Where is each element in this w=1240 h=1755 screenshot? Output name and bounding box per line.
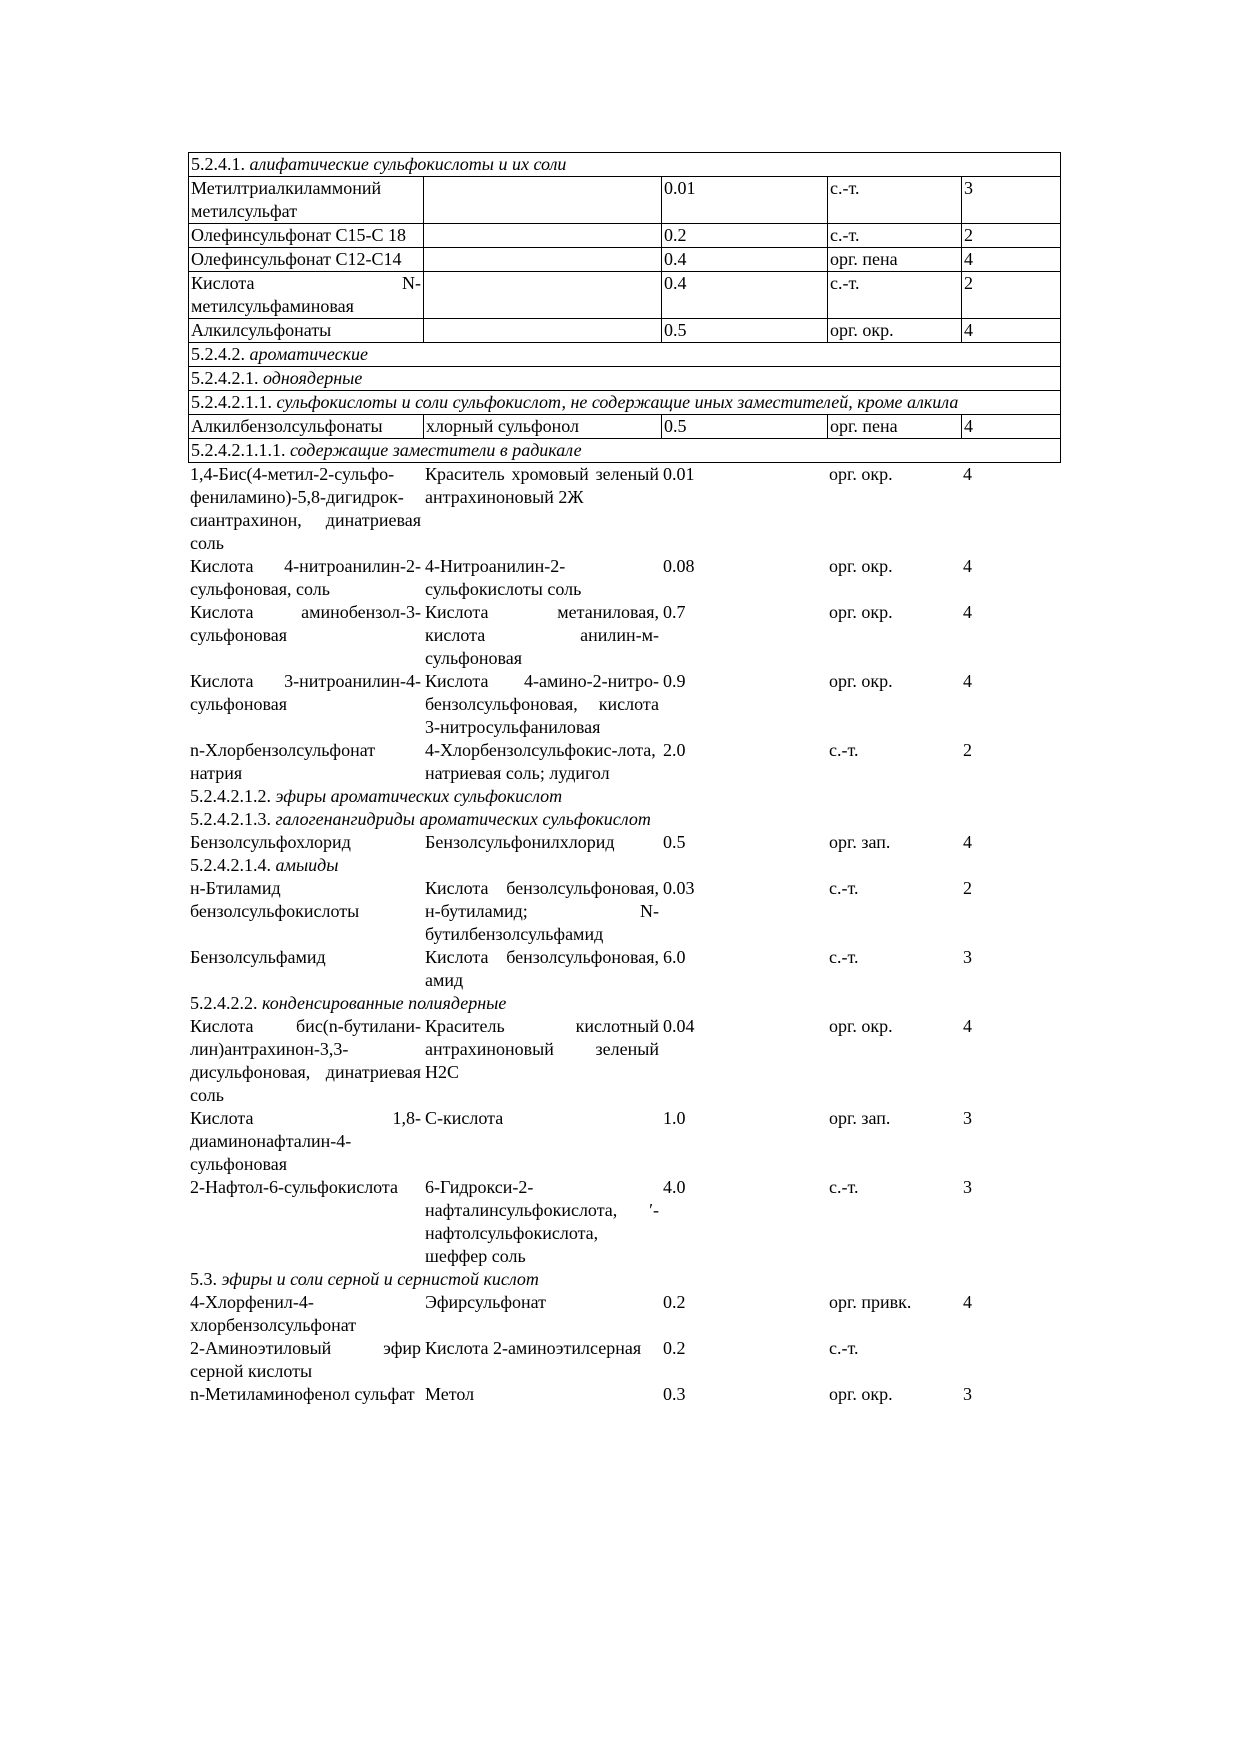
harm-indicator: с.-т. <box>829 878 859 898</box>
synonym: Эфирсульфонат <box>425 1292 547 1312</box>
table-row <box>188 1291 1060 1337</box>
substance-name: 2-Нафтол-6-сульфокислота <box>190 1177 399 1197</box>
harm-indicator: орг. окр. <box>829 464 893 484</box>
synonym: Кислота метаниловая, кислота анилин-м-сульфоновая <box>425 602 659 668</box>
substance-name: n-Метиламинофенол сульфат <box>190 1384 415 1404</box>
concentration: 0.04 <box>663 1016 695 1036</box>
harm-indicator: с.-т. <box>828 272 962 319</box>
section-number: 5.2.4.2.1.2. <box>190 786 271 806</box>
table-row <box>188 601 1060 670</box>
concentration: 2.0 <box>663 740 686 760</box>
synonym: Краситель хромовый зеленый антрахиноновый 2Ж <box>425 464 659 507</box>
section-number: 5.2.4.2.1.4. <box>190 855 271 875</box>
hazard-class: 3 <box>963 1384 972 1404</box>
hazard-class: 4 <box>962 415 1061 439</box>
table-row <box>189 272 1061 319</box>
substance-name: 2-Аминоэтиловый эфир серной кислоты <box>190 1338 421 1381</box>
table-row <box>188 1176 1060 1268</box>
hazard-class: 4 <box>963 832 972 852</box>
hazard-class: 4 <box>963 1292 972 1312</box>
concentration: 0.5 <box>662 415 828 439</box>
concentration: 0.2 <box>662 224 828 248</box>
concentration: 0.01 <box>663 464 695 484</box>
hazard-class: 4 <box>963 464 972 484</box>
substance-name: Метилтриалкиламмоний метилсульфат <box>189 177 424 224</box>
section-row <box>188 1268 1060 1291</box>
concentration: 0.01 <box>662 177 828 224</box>
table-row <box>188 1015 1060 1107</box>
hazard-class: 4 <box>963 602 972 622</box>
section-title: алифатические сульфокислоты и их соли <box>249 154 567 174</box>
substance-name: Алкилбензолсульфонаты <box>189 415 424 439</box>
hazard-class: 4 <box>963 671 972 691</box>
section-heading <box>188 785 1060 808</box>
section-number: 5.2.4.2.1.1. <box>191 392 272 412</box>
synonym <box>424 319 662 343</box>
concentration: 0.2 <box>663 1292 686 1312</box>
hazard-class: 4 <box>962 248 1061 272</box>
concentration: 0.4 <box>662 272 828 319</box>
concentration: 0.3 <box>663 1384 686 1404</box>
section-heading <box>189 367 1061 391</box>
substance-name: н-Бтиламид бензолсульфокислоты <box>190 878 360 921</box>
concentration: 0.7 <box>663 602 686 622</box>
substance-name: 4-Хлорфенил-4-хлорбензолсульфонат <box>190 1292 357 1335</box>
table-row <box>188 1107 1060 1176</box>
table-row <box>189 177 1061 224</box>
section-title: галогенангидриды ароматических сульфокислот <box>275 809 651 829</box>
section-title: эфиры и соли серной и сернистой кислот <box>221 1269 539 1289</box>
table-row <box>189 415 1061 439</box>
substance-name: 1,4-Бис(4-метил-2-сульфо-фениламино)-5,8-дигидрок-сиантрахинон, динатриевая соль <box>190 464 421 553</box>
bordered-table <box>188 152 1061 463</box>
table-row <box>188 946 1060 992</box>
table-row <box>188 877 1060 946</box>
section-heading <box>189 153 1061 177</box>
section-row <box>188 854 1060 877</box>
section-title: конденсированные полиядерные <box>262 993 507 1013</box>
section-number: 5.2.4.2.1.1.1. <box>191 440 286 460</box>
harm-indicator: с.-т. <box>829 740 859 760</box>
hazard-class: 4 <box>962 319 1061 343</box>
synonym <box>424 248 662 272</box>
synonym <box>424 224 662 248</box>
hazard-class: 4 <box>963 1016 972 1036</box>
section-row <box>189 367 1061 391</box>
section-row <box>189 391 1061 415</box>
section-heading <box>188 992 1060 1015</box>
harm-indicator: орг. окр. <box>829 671 893 691</box>
substance-name: Кислота 3-нитроанилин-4-сульфоновая <box>190 671 421 714</box>
section-row <box>189 343 1061 367</box>
hazard-class: 3 <box>963 1177 972 1197</box>
section-row <box>189 153 1061 177</box>
section-title: эфиры ароматических сульфокислот <box>275 786 563 806</box>
concentration: 6.0 <box>663 947 686 967</box>
table-row <box>188 555 1060 601</box>
hazard-class: 2 <box>963 878 972 898</box>
synonym <box>424 272 662 319</box>
harm-indicator: с.-т. <box>828 224 962 248</box>
substance-name: Кислота N-метилсульфаминовая <box>189 272 424 319</box>
table-row <box>189 248 1061 272</box>
section-number: 5.2.4.2.1. <box>191 368 259 388</box>
harm-indicator: орг. зап. <box>829 1108 891 1128</box>
synonym: Кислота бензолсульфоновая, амид <box>425 947 659 990</box>
concentration: 0.08 <box>663 556 695 576</box>
section-number: 5.2.4.2.1.3. <box>190 809 271 829</box>
section-number: 5.2.4.2. <box>191 344 245 364</box>
hazard-class: 4 <box>963 556 972 576</box>
substance-name: Олефинсульфонат C12-C14 <box>189 248 424 272</box>
section-heading <box>189 391 1061 415</box>
synonym: Кислота бензолсульфоновая, н-бутиламид; N-бутилбензолсульфамид <box>425 878 659 944</box>
synonym: Кислота 2-аминоэтилсерная <box>425 1338 642 1358</box>
section-row <box>188 785 1060 808</box>
section-row <box>189 439 1061 463</box>
hazard-class: 2 <box>962 224 1061 248</box>
section-heading <box>188 854 1060 877</box>
substance-name: Кислота бис(n-бутилани-лин)антрахинон-3,3-дисульфоновая, динатриевая соль <box>190 1016 421 1105</box>
section-heading <box>188 1268 1060 1291</box>
harm-indicator: орг. зап. <box>829 832 891 852</box>
plain-table <box>188 463 1060 1406</box>
substance-name: n-Хлорбензолсульфонат натрия <box>190 740 376 783</box>
section-heading <box>189 439 1061 463</box>
section-number: 5.2.4.1. <box>191 154 245 174</box>
hazard-class: 3 <box>963 947 972 967</box>
synonym: хлорный сульфонол <box>424 415 662 439</box>
hazard-class: 2 <box>963 740 972 760</box>
section-heading <box>189 343 1061 367</box>
hazard-class <box>961 1337 1060 1383</box>
section-number: 5.2.4.2.2. <box>190 993 258 1013</box>
section-number: 5.3. <box>190 1269 217 1289</box>
harm-indicator: орг. окр. <box>829 556 893 576</box>
harm-indicator: орг. окр. <box>829 1384 893 1404</box>
synonym: Краситель кислотный антрахиноновый зеленый Н2С <box>425 1016 659 1082</box>
concentration: 1.0 <box>663 1108 686 1128</box>
synonym: 4-Нитроанилин-2-сульфокислоты соль <box>425 556 582 599</box>
section-row <box>188 808 1060 831</box>
table-row <box>188 739 1060 785</box>
harm-indicator: с.-т. <box>829 1338 859 1358</box>
synonym: 4-Хлорбензолсульфокис-лота, натриевая соль; лудигол <box>425 740 656 783</box>
substance-name: Алкилсульфонаты <box>189 319 424 343</box>
table-row <box>189 319 1061 343</box>
section-title: сульфокислоты и соли сульфокислот, не содержащие иных заместителей, кроме алкила <box>276 392 959 412</box>
document-page <box>188 152 1060 1406</box>
synonym: Бензолсульфонилхлорид <box>425 832 615 852</box>
substance-name: Бензолсульфамид <box>190 947 326 967</box>
harm-indicator: орг. пена <box>828 248 962 272</box>
hazard-class: 3 <box>962 177 1061 224</box>
substance-name: Бензолсульфохлорид <box>190 832 351 852</box>
harm-indicator: орг. пена <box>828 415 962 439</box>
concentration: 0.5 <box>663 832 686 852</box>
synonym: Метол <box>425 1384 475 1404</box>
table-row <box>188 1383 1060 1406</box>
harm-indicator: орг. окр. <box>828 319 962 343</box>
table-row <box>188 670 1060 739</box>
concentration: 4.0 <box>663 1177 686 1197</box>
substance-name: Кислота 4-нитроанилин-2-сульфоновая, соль <box>190 556 421 599</box>
section-title: амыиды <box>275 855 339 875</box>
harm-indicator: с.-т. <box>829 947 859 967</box>
substance-name: Олефинсульфонат C15-C 18 <box>189 224 424 248</box>
harm-indicator: с.-т. <box>828 177 962 224</box>
section-heading <box>188 808 1060 831</box>
section-row <box>188 992 1060 1015</box>
substance-name: Кислота аминобензол-3-сульфоновая <box>190 602 421 645</box>
synonym: Кислота 4-амино-2-нитро-бензолсульфоновая, кислота 3-нитросульфаниловая <box>425 671 659 737</box>
concentration: 0.2 <box>663 1338 686 1358</box>
hazard-class: 3 <box>963 1108 972 1128</box>
synonym <box>424 177 662 224</box>
harm-indicator: с.-т. <box>829 1177 859 1197</box>
substance-name: Кислота 1,8-диаминонафталин-4-сульфоновая <box>190 1108 421 1174</box>
harm-indicator: орг. окр. <box>829 1016 893 1036</box>
concentration: 0.9 <box>663 671 686 691</box>
synonym: С-кислота <box>425 1108 504 1128</box>
harm-indicator: орг. окр. <box>829 602 893 622</box>
table-row <box>188 831 1060 854</box>
table-row <box>188 1337 1060 1383</box>
section-title: содержащие заместители в радикале <box>290 440 582 460</box>
hazard-class: 2 <box>962 272 1061 319</box>
concentration: 0.4 <box>662 248 828 272</box>
table-row <box>188 463 1060 555</box>
table-row <box>189 224 1061 248</box>
harm-indicator: орг. привк. <box>829 1292 912 1312</box>
concentration: 0.5 <box>662 319 828 343</box>
concentration: 0.03 <box>663 878 695 898</box>
section-title: одноядерные <box>263 368 363 388</box>
section-title: ароматические <box>249 344 369 364</box>
synonym: 6-Гидрокси-2-нафталинсульфокислота, ′-нафтолсульфокислота, шеффер соль <box>425 1177 659 1266</box>
